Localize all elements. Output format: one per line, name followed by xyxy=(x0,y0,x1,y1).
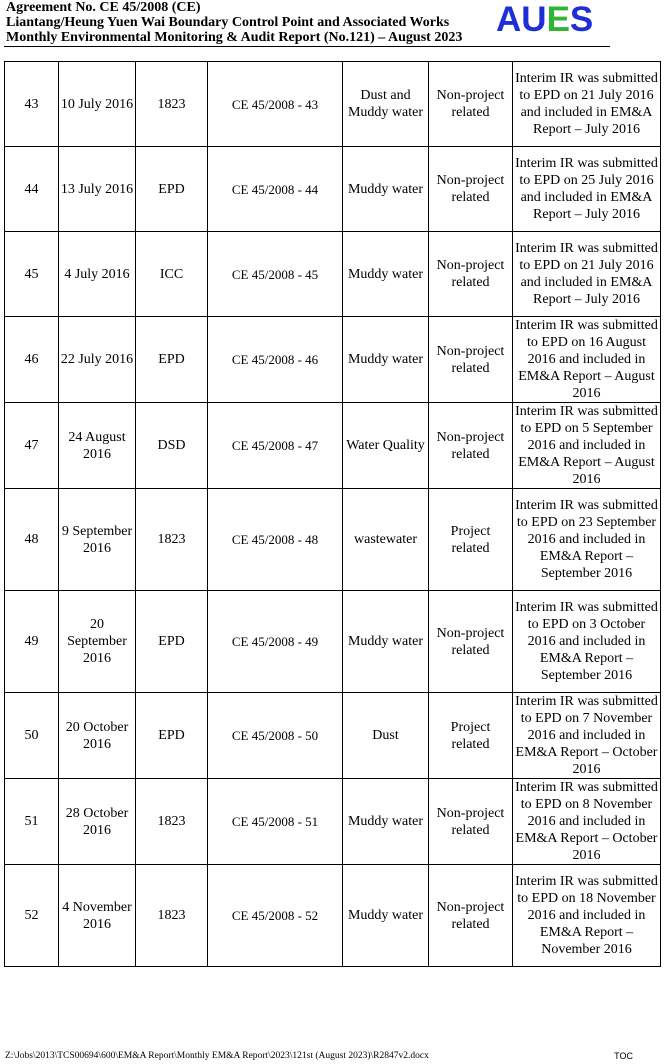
project-status-cell: Non-project related xyxy=(429,403,513,489)
date-received-cell: 20 September 2016 xyxy=(59,591,136,693)
received-from-cell: EPD xyxy=(136,147,208,232)
entry-number-cell: 46 xyxy=(5,317,59,403)
complaint-subject-cell: Muddy water xyxy=(343,591,429,693)
complaint-subject-cell: Muddy water xyxy=(343,147,429,232)
reference-number-cell: CE 45/2008 - 50 xyxy=(208,693,343,779)
date-received-cell: 20 October 2016 xyxy=(59,693,136,779)
complaint-log-table xyxy=(4,61,661,967)
date-received-cell: 22 July 2016 xyxy=(59,317,136,403)
table-row xyxy=(5,147,661,232)
date-received-cell: 4 July 2016 xyxy=(59,232,136,317)
reference-number-cell: CE 45/2008 - 48 xyxy=(208,489,343,591)
entry-number-cell: 50 xyxy=(5,693,59,779)
reference-number-cell: CE 45/2008 - 47 xyxy=(208,403,343,489)
remarks-cell: Interim IR was submitted to EPD on 8 November 2016 and included in EM&A Report – October 2016 xyxy=(513,779,661,865)
project-status-cell: Project related xyxy=(429,693,513,779)
entry-number-cell: 44 xyxy=(5,147,59,232)
table-row xyxy=(5,865,661,967)
table-row xyxy=(5,489,661,591)
table-row xyxy=(5,591,661,693)
received-from-cell: 1823 xyxy=(136,779,208,865)
page-footer xyxy=(5,1050,633,1062)
table-row xyxy=(5,317,661,403)
header-rule xyxy=(4,46,610,47)
table-row xyxy=(5,62,661,147)
remarks-cell: Interim IR was submitted to EPD on 18 November 2016 and included in EM&A Report – November 2016 xyxy=(513,865,661,967)
reference-number-cell: CE 45/2008 - 45 xyxy=(208,232,343,317)
received-from-cell: EPD xyxy=(136,317,208,403)
received-from-cell: 1823 xyxy=(136,489,208,591)
complaint-subject-cell: Muddy water xyxy=(343,232,429,317)
report-title: Monthly Environmental Monitoring & Audit Report (No.121) – August 2023 xyxy=(6,30,463,45)
complaint-subject-cell: Muddy water xyxy=(343,317,429,403)
reference-number-cell: CE 45/2008 - 46 xyxy=(208,317,343,403)
complaint-subject-cell: Muddy water xyxy=(343,865,429,967)
table-row xyxy=(5,779,661,865)
project-status-cell: Non-project related xyxy=(429,317,513,403)
project-title: Liantang/Heung Yuen Wai Boundary Control Point and Associated Works xyxy=(6,15,450,30)
table-row xyxy=(5,403,661,489)
date-received-cell: 9 September 2016 xyxy=(59,489,136,591)
project-status-cell: Non-project related xyxy=(429,62,513,147)
reference-number-cell: CE 45/2008 - 43 xyxy=(208,62,343,147)
logo-letter: U xyxy=(521,0,547,39)
date-received-cell: 10 July 2016 xyxy=(59,62,136,147)
remarks-cell: Interim IR was submitted to EPD on 3 October 2016 and included in EM&A Report – September 2016 xyxy=(513,591,661,693)
logo-letter: S xyxy=(569,0,594,39)
complaint-subject-cell: Dust xyxy=(343,693,429,779)
remarks-cell: Interim IR was submitted to EPD on 5 September 2016 and included in EM&A Report – August 2016 xyxy=(513,403,661,489)
complaint-subject-cell: Water Quality xyxy=(343,403,429,489)
file-path: Z:\Jobs\2013\TCS00694\600\EM&A Report\Monthly EM&A Report\2023\121st (August 2023)\R2847v2.docx xyxy=(5,1051,429,1061)
remarks-cell: Interim IR was submitted to EPD on 21 July 2016 and included in EM&A Report – July 2016 xyxy=(513,232,661,317)
received-from-cell: 1823 xyxy=(136,62,208,147)
date-received-cell: 24 August 2016 xyxy=(59,403,136,489)
entry-number-cell: 52 xyxy=(5,865,59,967)
aues-logo xyxy=(496,0,593,40)
entry-number-cell: 51 xyxy=(5,779,59,865)
table-row xyxy=(5,232,661,317)
complaint-subject-cell: Dust and Muddy water xyxy=(343,62,429,147)
entry-number-cell: 45 xyxy=(5,232,59,317)
project-status-cell: Non-project related xyxy=(429,779,513,865)
date-received-cell: 13 July 2016 xyxy=(59,147,136,232)
entry-number-cell: 43 xyxy=(5,62,59,147)
logo-letter: E xyxy=(546,0,570,39)
complaint-subject-cell: Muddy water xyxy=(343,779,429,865)
reference-number-cell: CE 45/2008 - 52 xyxy=(208,865,343,967)
entry-number-cell: 49 xyxy=(5,591,59,693)
remarks-cell: Interim IR was submitted to EPD on 16 August 2016 and included in EM&A Report – August 2016 xyxy=(513,317,661,403)
remarks-cell: Interim IR was submitted to EPD on 7 November 2016 and included in EM&A Report – October 2016 xyxy=(513,693,661,779)
date-received-cell: 28 October 2016 xyxy=(59,779,136,865)
agreement-number: Agreement No. CE 45/2008 (CE) xyxy=(6,0,201,15)
reference-number-cell: CE 45/2008 - 51 xyxy=(208,779,343,865)
project-status-cell: Non-project related xyxy=(429,865,513,967)
project-status-cell: Non-project related xyxy=(429,232,513,317)
logo-letter: A xyxy=(496,0,522,39)
entry-number-cell: 48 xyxy=(5,489,59,591)
project-status-cell: Project related xyxy=(429,489,513,591)
date-received-cell: 4 November 2016 xyxy=(59,865,136,967)
entry-number-cell: 47 xyxy=(5,403,59,489)
reference-number-cell: CE 45/2008 - 49 xyxy=(208,591,343,693)
table-row xyxy=(5,693,661,779)
toc-link[interactable]: TOC xyxy=(614,1051,633,1061)
received-from-cell: EPD xyxy=(136,591,208,693)
project-status-cell: Non-project related xyxy=(429,147,513,232)
received-from-cell: 1823 xyxy=(136,865,208,967)
remarks-cell: Interim IR was submitted to EPD on 21 July 2016 and included in EM&A Report – July 2016 xyxy=(513,62,661,147)
remarks-cell: Interim IR was submitted to EPD on 23 September 2016 and included in EM&A Report – September 2016 xyxy=(513,489,661,591)
remarks-cell: Interim IR was submitted to EPD on 25 July 2016 and included in EM&A Report – July 2016 xyxy=(513,147,661,232)
reference-number-cell: CE 45/2008 - 44 xyxy=(208,147,343,232)
received-from-cell: ICC xyxy=(136,232,208,317)
received-from-cell: EPD xyxy=(136,693,208,779)
project-status-cell: Non-project related xyxy=(429,591,513,693)
received-from-cell: DSD xyxy=(136,403,208,489)
complaint-subject-cell: wastewater xyxy=(343,489,429,591)
